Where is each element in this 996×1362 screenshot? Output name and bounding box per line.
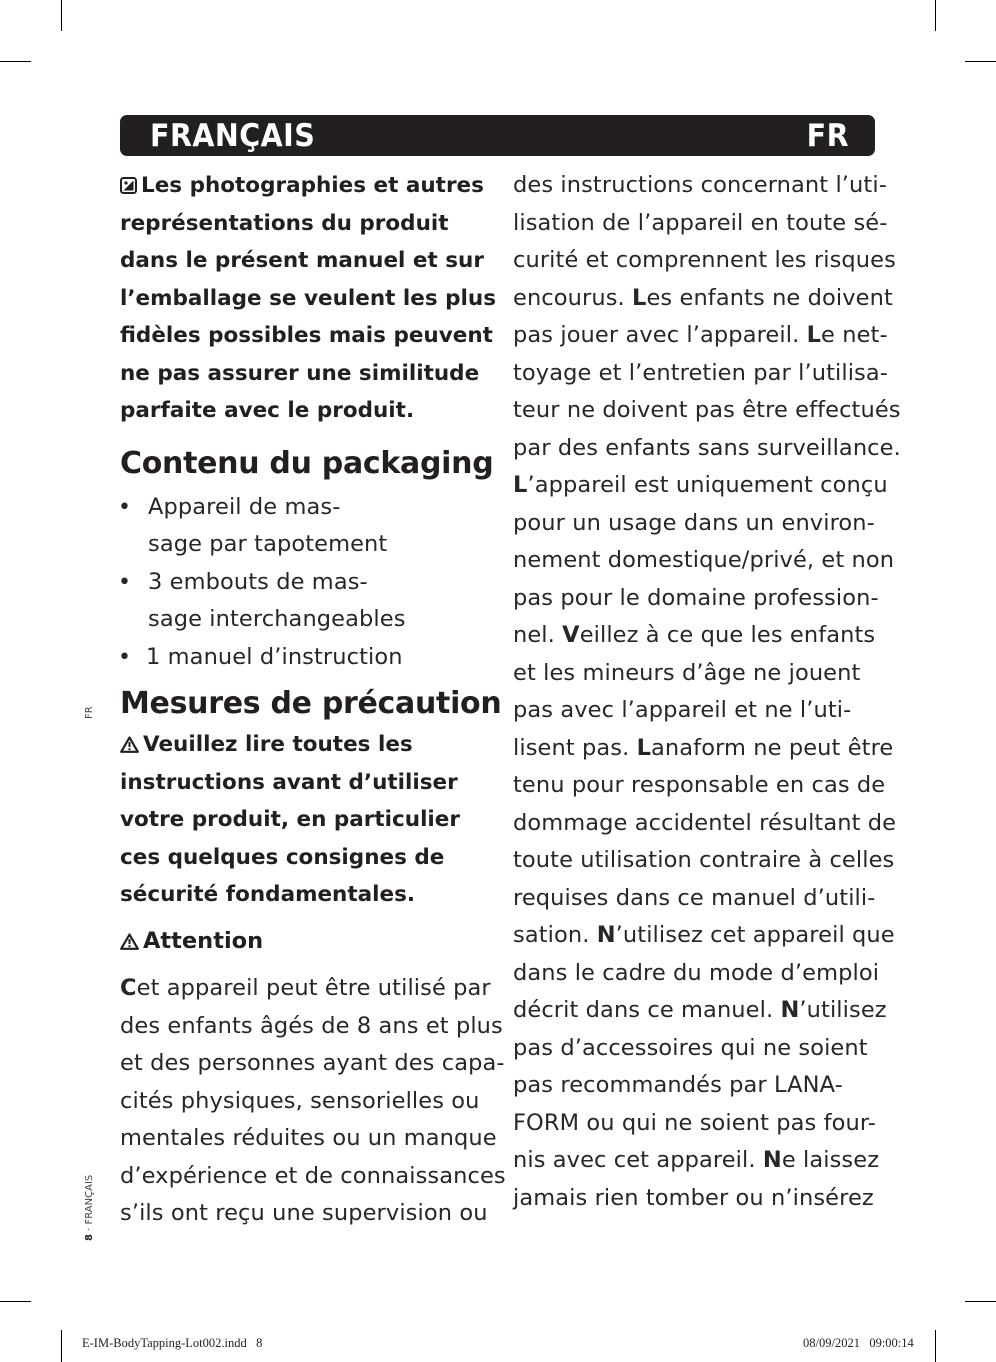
body-line: sation. N’utilisez cet appareil que <box>513 922 895 948</box>
crop-mark-top-left-vertical <box>61 0 62 31</box>
body-line: pour un usage dans un environ- <box>513 509 875 536</box>
body-line: des instructions concernant l’uti- <box>513 172 887 198</box>
language-title: FRANÇAIS <box>150 117 316 154</box>
body-line: décrit dans ce manuel. N’utilisez <box>513 997 887 1023</box>
attention-label: Attention <box>120 923 492 961</box>
left-column <box>118 167 506 1233</box>
page-number: 8 <box>84 1234 95 1241</box>
precautions-heading: Mesures de précaution <box>120 686 502 721</box>
body-line: curité et comprennent les risques <box>513 247 896 273</box>
crop-mark-top-right-vertical <box>935 0 936 31</box>
crop-mark-bottom-right-vertical <box>935 1330 936 1362</box>
right-column <box>513 167 901 1217</box>
intro-note-line: parfaite avec le produit. <box>120 398 415 423</box>
body-line: nis avec cet appareil. Ne laissez <box>513 1147 880 1173</box>
intro-note-line: l’emballage se veulent les plus <box>120 285 497 311</box>
body-line: nel. Veillez à ce que les enfants <box>513 622 876 648</box>
warning-triangle-icon <box>120 925 139 963</box>
body-line: jamais rien tomber ou n’insérez <box>513 1184 874 1211</box>
warning-triangle-icon <box>120 728 139 766</box>
intro-note-line: Les photographies et autres <box>120 167 492 205</box>
bullet-icon: • <box>118 569 132 595</box>
body-line: dommage accidentel résultant de <box>513 809 897 836</box>
body-line: pas pour le domaine profession- <box>513 584 879 611</box>
intro-note-line: dans le présent manuel et sur <box>120 248 484 273</box>
crop-mark-top-right-horizontal <box>965 61 996 62</box>
crop-mark-bottom-right-horizontal <box>965 1301 996 1302</box>
body-line: pas avec l’appareil et ne l’uti- <box>513 697 852 723</box>
body-line: toyage et l’entretien par l’utilisa- <box>513 359 888 386</box>
body-line: L’appareil est uniquement conçu <box>513 472 888 498</box>
package-contents-heading: Contenu du packaging <box>120 445 494 481</box>
body-line: dans le cadre du mode d’emploi <box>513 959 880 986</box>
body-line: lisation de l’appareil en toute sé- <box>513 209 888 236</box>
language-code: FR <box>806 117 849 154</box>
package-contents-list <box>120 489 492 677</box>
body-line: pas recommandés par LANA- <box>513 1072 843 1098</box>
crop-mark-bottom-left-horizontal <box>0 1301 31 1302</box>
attention-body: Cet appareil peut être utilisé par des enfants âgés de 8 ans et plus et des personnes ayant des capa- cités physiques, sensorielles ou mentales réduites ou un manque d’expérience et de connaissances s’ils ont reçu une supervision ou <box>120 975 506 1226</box>
body-line: FORM ou qui ne soient pas four- <box>513 1109 876 1136</box>
bullet-icon: • <box>118 494 132 520</box>
body-line: pas jouer avec l’appareil. Le net- <box>513 322 888 348</box>
intro-note-line: ne pas assurer une similitude <box>120 360 480 386</box>
intro-note <box>120 167 497 430</box>
bullet-icon: • <box>118 644 132 670</box>
print-slug-file: E-IM-BodyTapping-Lot002.indd 8 <box>82 1336 263 1350</box>
body-line: toute utilisation contraire à celles <box>513 847 895 873</box>
precautions-intro: Veuillez lire toutes les instructions avant d’utiliser votre produit, en particulier ces quelques consignes de sécurité fondamentales. <box>120 726 492 914</box>
image-icon <box>120 169 137 207</box>
page-section: · FRANÇAIS <box>84 1174 95 1231</box>
list-item: • Appareil de mas- sage par tapotement <box>120 489 492 564</box>
body-line: tenu pour responsable en cas de <box>513 772 886 798</box>
intro-note-line: représentations du produit <box>120 210 449 236</box>
list-item: • 1 manuel d’instruction <box>120 639 492 677</box>
crop-mark-top-left-horizontal <box>0 61 31 62</box>
body-line: pas d’accessoires qui ne soient <box>513 1034 868 1061</box>
margin-language-tab: FR <box>84 706 95 719</box>
language-header-bar <box>120 115 875 156</box>
body-line: par des enfants sans surveillance. <box>513 434 901 461</box>
list-item: • 3 embouts de mas- sage interchangeables <box>120 564 492 639</box>
margin-page-footer <box>84 1175 95 1241</box>
intro-note-line: fidèles possibles mais peuvent <box>120 323 493 348</box>
body-line: et les mineurs d’âge ne jouent <box>513 659 861 686</box>
body-line: encourus. Les enfants ne doivent <box>513 284 893 311</box>
body-line: requises dans ce manuel d’utili- <box>513 884 876 911</box>
body-line: lisent pas. Lanaform ne peut être <box>513 734 894 761</box>
crop-mark-bottom-left-vertical <box>61 1330 62 1362</box>
print-slug-timestamp: 08/09/2021 09:00:14 <box>803 1336 914 1350</box>
body-line: nement domestique/privé, et non <box>513 547 895 573</box>
body-line: teur ne doivent pas être effectués <box>513 397 901 423</box>
